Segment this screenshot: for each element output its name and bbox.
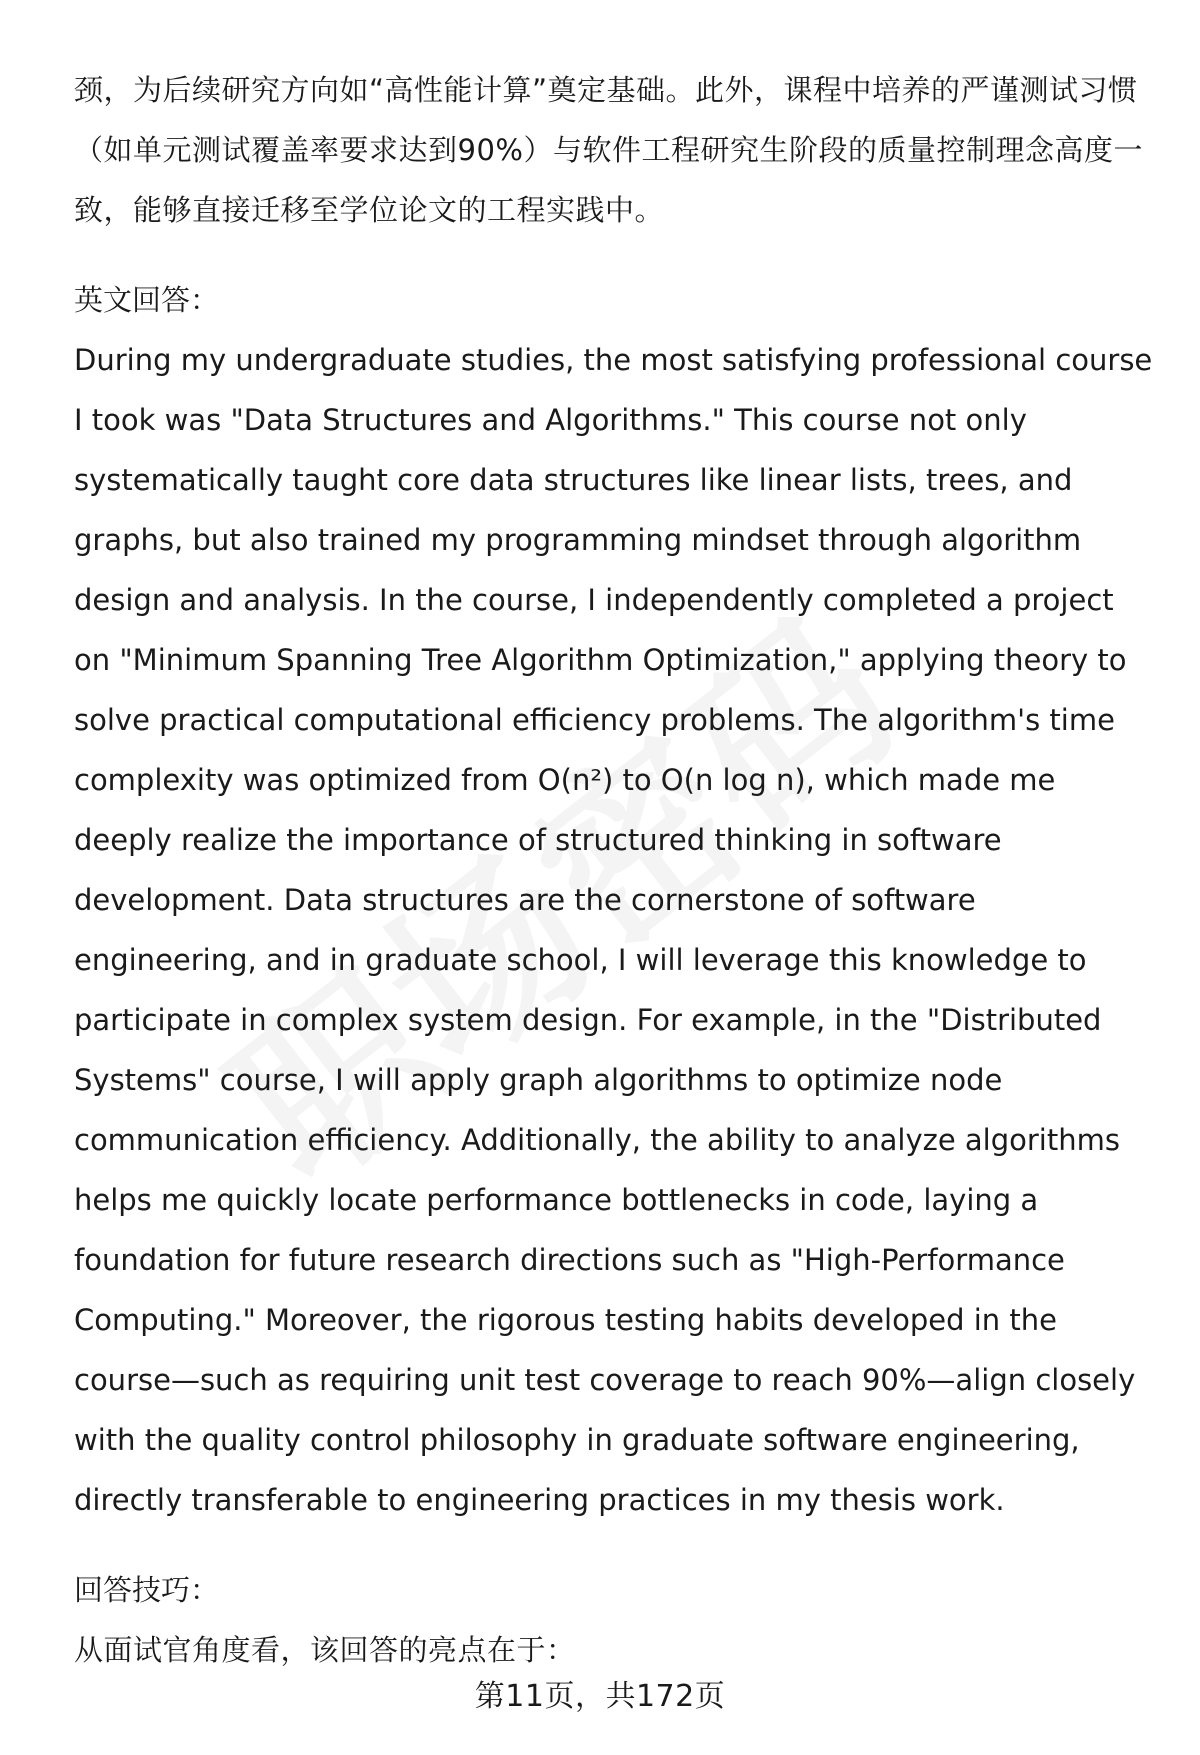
tips-label: 回答技巧： [74, 1573, 220, 1607]
english-answer-label: 英文回答： [74, 283, 220, 317]
paragraph-gap [74, 1530, 1154, 1560]
document-content [74, 60, 1154, 1680]
page-indicator: 第11页，共172页 [474, 1679, 726, 1714]
english-answer-paragraph: During my undergraduate studies, the most satisfying professional course I took was "Data Structures and Algorithms." This course not only systematically taught core data structures like linear lists, trees, and graphs, but also trained my programming mindset through algorithm design and analysis. In the course, I independently completed a project on "Minimum Spanning Tree Algorithm Optimization," applying theory to solve practical computational efficiency problems. The algorithm's time complexity was optimized from O(n²) to O(n log n), which made me deeply realize the importance of structured thinking in software development. Data structures are the cornerstone of software engineering, and in graduate school, I will leverage this knowledge to participate in complex system design. For example, in the "Distributed Systems" course, I will apply graph algorithms to optimize node communication efficiency. Additionally, the ability to analyze algorithms helps me quickly locate performance bottlenecks in code, laying a foundation for future research directions such as "High-Performance Computing." Moreover, the rigorous testing habits developed in the course—such as requiring unit test coverage to reach 90%—align closely with the quality control philosophy in graduate software engineering, directly transferable to engineering practices in my thesis work. [74, 343, 1153, 1517]
intro-paragraph-cn: 颈，为后续研究方向如“高性能计算”奠定基础。此外，课程中培养的严谨测试习惯（如单元测试覆盖率要求达到90%）与软件工程研究生阶段的质量控制理念高度一致，能够直接迁移至学位论文的工程实践中。 [74, 73, 1143, 227]
tips-intro: 从面试官角度看，该回答的亮点在于： [74, 1633, 576, 1667]
paragraph-gap [74, 240, 1154, 270]
